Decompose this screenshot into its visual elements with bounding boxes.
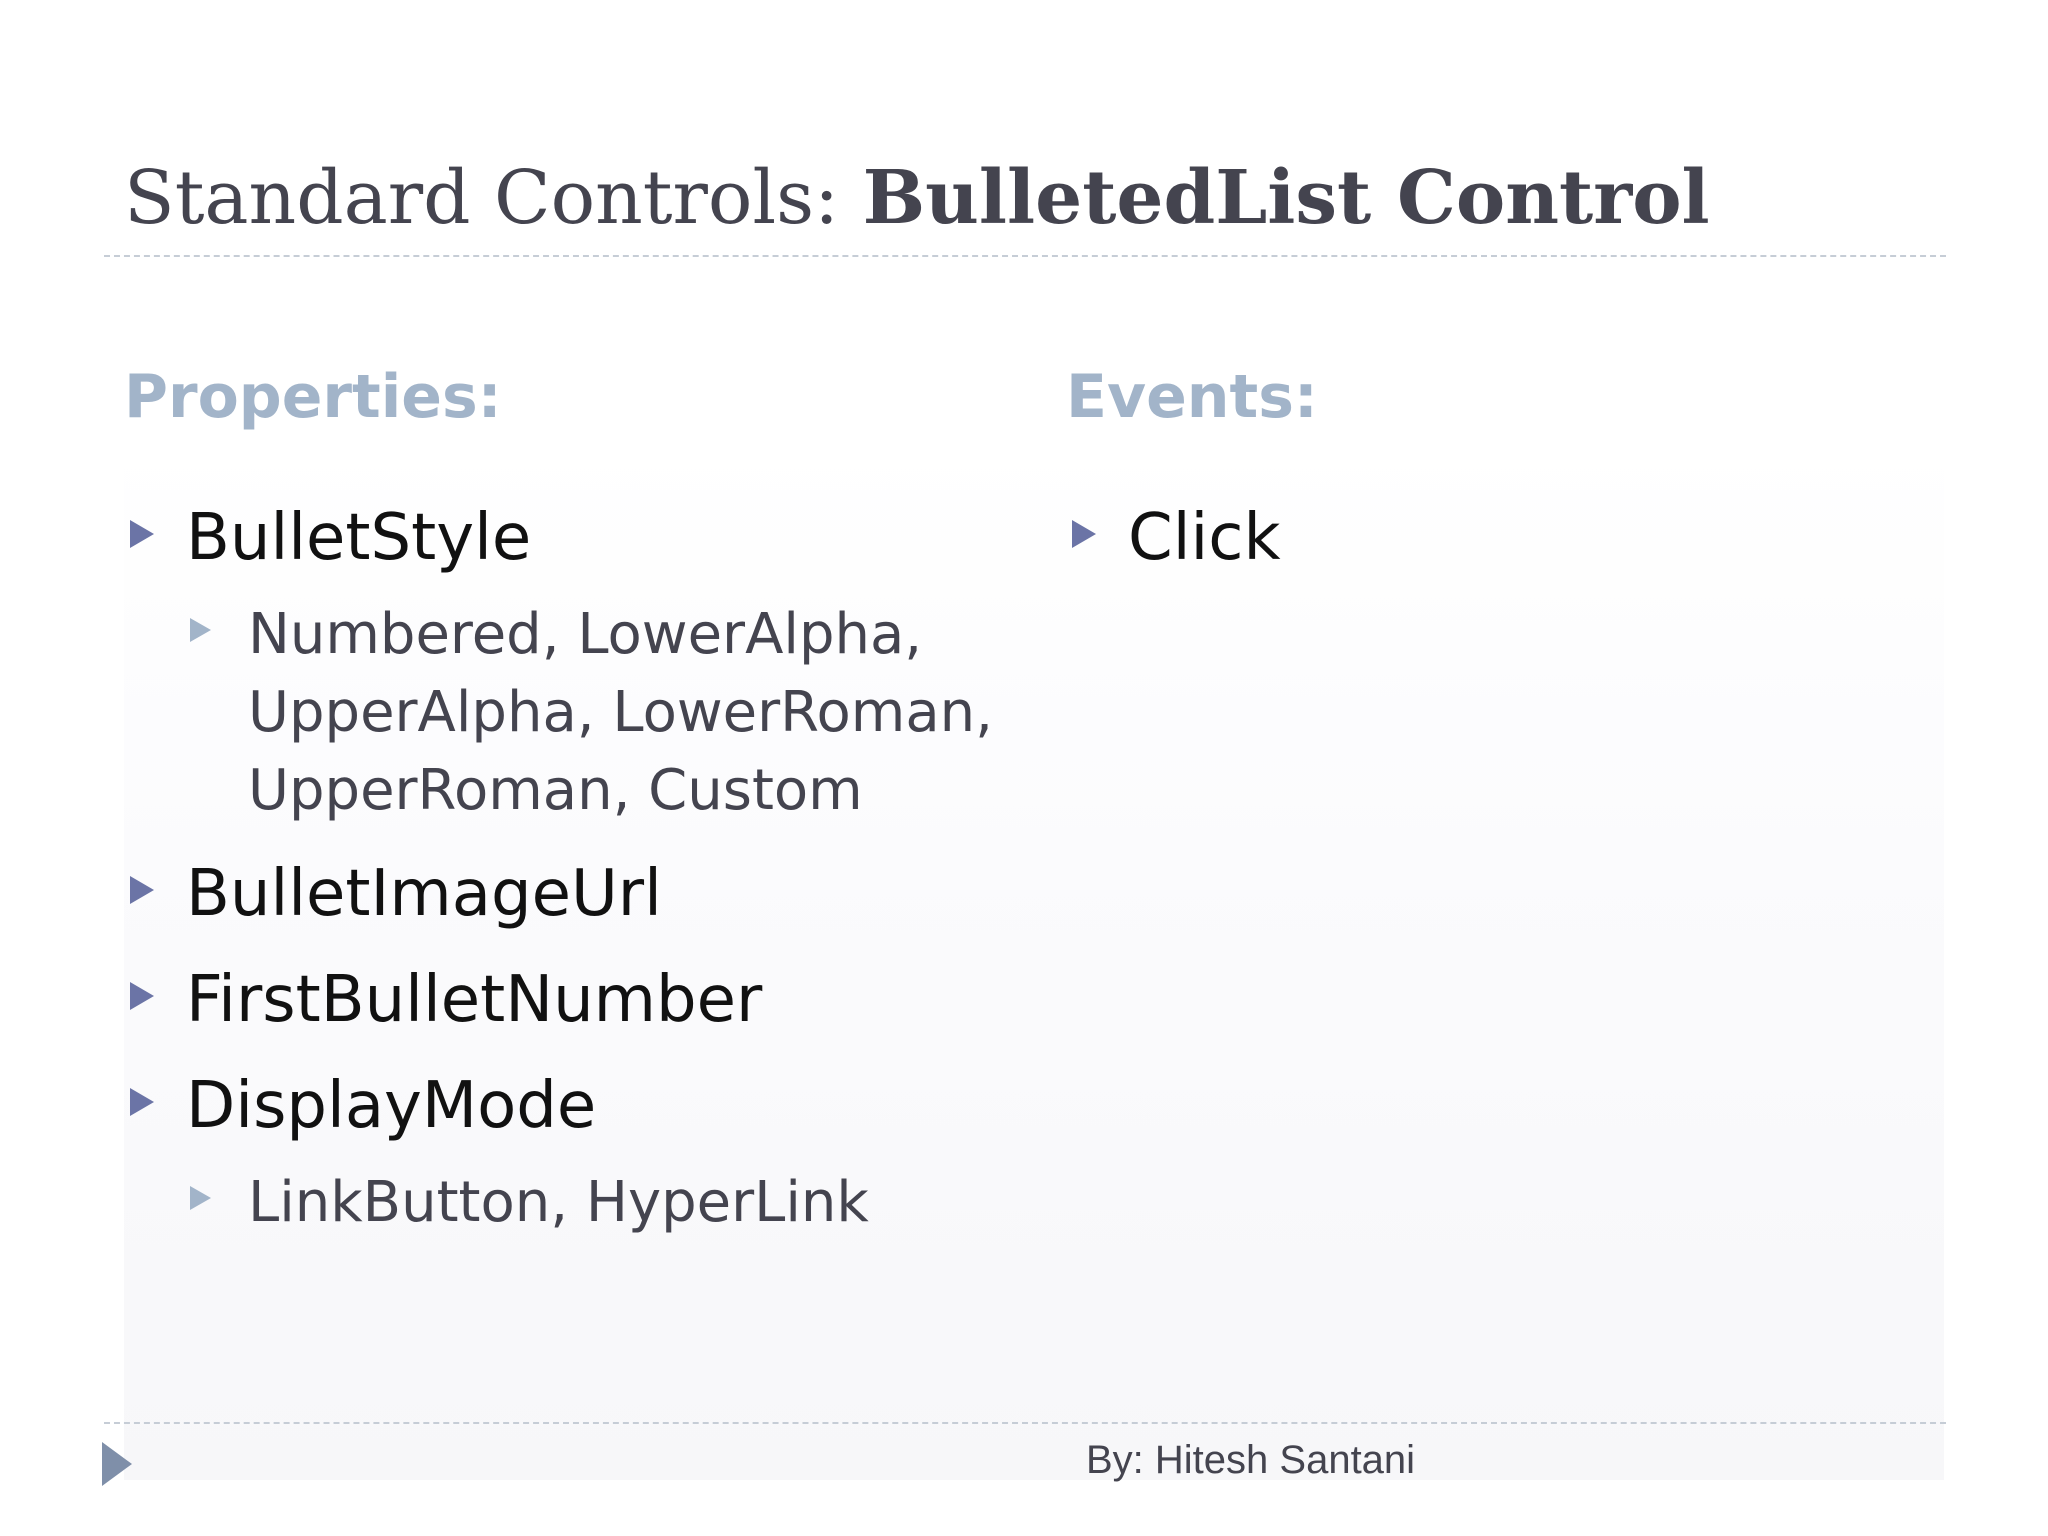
list-item-label: BulletStyle xyxy=(186,501,532,575)
list-item-click xyxy=(1066,496,1866,580)
bullet-triangle-icon xyxy=(130,1088,154,1116)
footer-author: By: Hitesh Santani xyxy=(1086,1438,1416,1482)
title-prefix: Standard Controls: xyxy=(124,155,863,241)
bullet-triangle-icon xyxy=(130,876,154,904)
sub-bullet-triangle-icon xyxy=(190,618,211,642)
sub-item-label: Numbered, LowerAlpha, UpperAlpha, LowerRoman, UpperRoman, Custom xyxy=(248,602,993,823)
list-item-bulletstyle xyxy=(124,496,1004,580)
footer-triangle-icon xyxy=(102,1442,132,1486)
sub-item-bulletstyle-values xyxy=(124,596,1004,830)
slide-title xyxy=(124,155,1710,241)
title-bold: BulletedList Control xyxy=(862,155,1710,241)
bullet-triangle-icon xyxy=(130,982,154,1010)
list-item-label: DisplayMode xyxy=(186,1069,597,1143)
footer-divider xyxy=(104,1422,1946,1424)
bullet-triangle-icon xyxy=(130,520,154,548)
properties-heading: Properties: xyxy=(124,362,502,432)
list-item-displaymode xyxy=(124,1064,1004,1148)
list-item-label: BulletImageUrl xyxy=(186,857,662,931)
bullet-triangle-icon xyxy=(1072,520,1096,548)
sub-bullet-triangle-icon xyxy=(190,1186,211,1210)
list-item-label: FirstBulletNumber xyxy=(186,963,763,1037)
sub-item-displaymode-values xyxy=(124,1164,1004,1242)
sub-item-label: LinkButton, HyperLink xyxy=(248,1170,869,1235)
list-item-firstbulletnumber xyxy=(124,958,1004,1042)
properties-list xyxy=(124,496,1004,1264)
events-heading: Events: xyxy=(1066,362,1318,432)
list-item-bulletimageurl xyxy=(124,852,1004,936)
list-item-label: Click xyxy=(1128,501,1281,575)
events-list xyxy=(1066,496,1866,602)
title-divider xyxy=(104,255,1946,257)
